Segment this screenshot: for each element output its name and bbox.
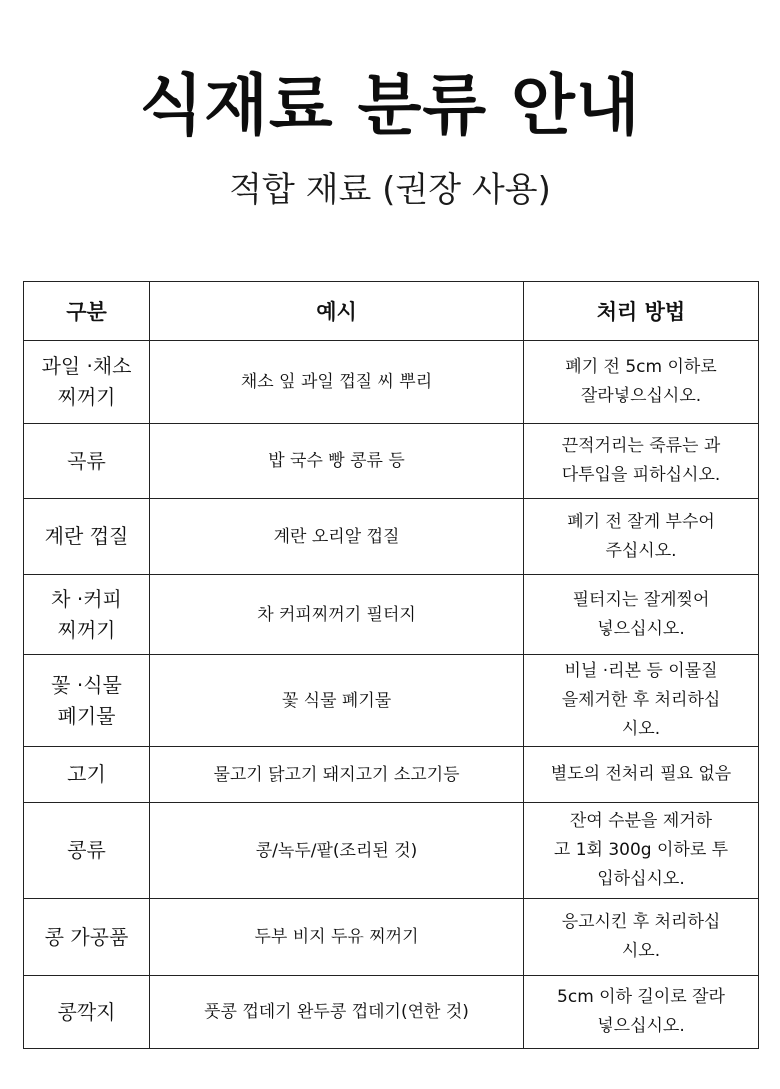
row-category: 콩류 <box>24 803 150 899</box>
row-examples: 풋콩 껍데기 완두콩 껍데기(연한 것) <box>150 976 524 1049</box>
row-examples: 물고기 닭고기 돼지고기 소고기등 <box>150 747 524 803</box>
table-row <box>24 976 759 1049</box>
table-row <box>24 803 759 899</box>
row-examples: 밥 국수 빵 콩류 등 <box>150 424 524 499</box>
row-category: 과일 ·채소 찌꺼기 <box>24 341 150 424</box>
row-examples: 꽃 식물 폐기물 <box>150 655 524 747</box>
header-category: 구분 <box>24 282 150 341</box>
table-row <box>24 655 759 747</box>
table-row <box>24 341 759 424</box>
table-row <box>24 747 759 803</box>
row-category: 차 ·커피 찌꺼기 <box>24 575 150 655</box>
row-method: 필터지는 잘게찢어 넣으십시오. <box>524 575 759 655</box>
row-category: 콩깍지 <box>24 976 150 1049</box>
table-row <box>24 499 759 575</box>
row-examples: 차 커피찌꺼기 필터지 <box>150 575 524 655</box>
row-examples: 두부 비지 두유 찌꺼기 <box>150 899 524 976</box>
row-category: 콩 가공품 <box>24 899 150 976</box>
row-method: 응고시킨 후 처리하십 시오. <box>524 899 759 976</box>
row-examples: 계란 오리알 껍질 <box>150 499 524 575</box>
row-category: 꽃 ·식물 폐기물 <box>24 655 150 747</box>
page-subtitle: 적합 재료 (권장 사용) <box>229 170 551 210</box>
row-category: 고기 <box>24 747 150 803</box>
table-row <box>24 899 759 976</box>
table-row <box>24 424 759 499</box>
guide-table <box>23 281 759 1049</box>
row-method: 폐기 전 5cm 이하로 잘라넣으십시오. <box>524 341 759 424</box>
row-method: 잔여 수분을 제거하 고 1회 300g 이하로 투 입하십시오. <box>524 803 759 899</box>
header-method: 처리 방법 <box>524 282 759 341</box>
row-method: 비닐 ·리본 등 이물질 을제거한 후 처리하십 시오. <box>524 655 759 747</box>
row-category: 곡류 <box>24 424 150 499</box>
table-header-row <box>24 282 759 341</box>
page-title: 식재료 분류 안내 <box>139 67 641 144</box>
row-method: 5cm 이하 길이로 잘라 넣으십시오. <box>524 976 759 1049</box>
row-examples: 콩/녹두/팥(조리된 것) <box>150 803 524 899</box>
row-method: 끈적거리는 죽류는 과 다투입을 피하십시오. <box>524 424 759 499</box>
row-method: 폐기 전 잘게 부수어 주십시오. <box>524 499 759 575</box>
row-method: 별도의 전처리 필요 없음 <box>524 747 759 803</box>
row-examples: 채소 잎 과일 껍질 씨 뿌리 <box>150 341 524 424</box>
row-category: 계란 껍질 <box>24 499 150 575</box>
header-examples: 예시 <box>150 282 524 341</box>
table-row <box>24 575 759 655</box>
